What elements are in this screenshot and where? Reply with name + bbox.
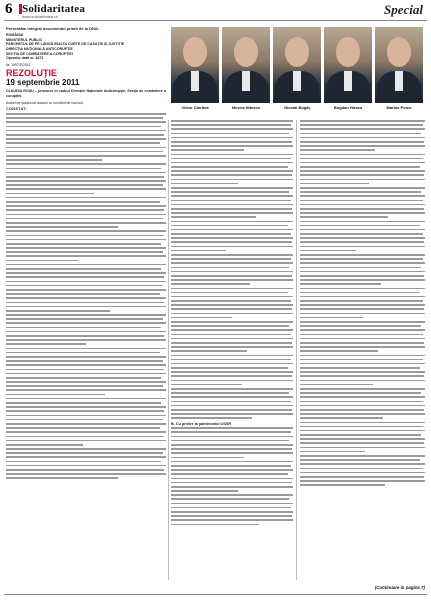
column-middle	[171, 120, 293, 528]
section-label: Special	[384, 2, 423, 17]
photo-bogdan-hossu	[324, 27, 372, 103]
address-line: PARCHETUL DE PE LÂNGĂ ÎNALTA CURTE DE CASAȚIE ȘI JUSTIȚIE	[6, 42, 125, 47]
photo-caption: Nicolai Bogăţ	[284, 105, 310, 110]
photo-mircea-nitescu	[222, 27, 270, 103]
photo-nicolai-bogat	[273, 27, 321, 103]
publication-title: Solidaritatea	[22, 3, 86, 15]
body-text-block	[6, 113, 166, 479]
page-header	[0, 0, 431, 22]
photo-caption: Mircea Nitescu	[231, 105, 261, 110]
address-line: DIRECȚIA NAȚIONALĂ ANTICORUPȚIE	[6, 46, 73, 51]
prosecutor-line: CLAUDIA ROȘU – procuror în cadrul Direcției Naționale Anticorupție, Secția de combatere a corupției,	[6, 89, 166, 98]
address-line: Operativ dată nr. 4472	[6, 56, 44, 61]
section-heading-b: B. Cu privire la patrimoniul USSR	[171, 421, 232, 426]
footer-divider	[4, 594, 427, 595]
photo-marius-petcu	[375, 27, 423, 103]
column-left	[6, 26, 166, 482]
address-line: MINISTERUL PUBLIC	[6, 37, 43, 42]
column-divider	[168, 120, 169, 580]
publication-logo	[22, 3, 85, 19]
photo-strip	[171, 27, 426, 117]
continuation-note[interactable]: (Continuare în pagina 7)	[374, 585, 425, 590]
file-number: Nr. 1597/P/2011	[6, 62, 31, 67]
constat-heading: CONSTAT:	[6, 106, 28, 111]
body-text-block	[171, 120, 293, 419]
column-divider	[296, 120, 297, 580]
intro-title: Prezentăm integral documentul primit de la DNA:	[6, 26, 100, 31]
photo-caption: Victor Ciorbea	[181, 105, 209, 110]
photo-caption: Bogdan Hossu	[333, 105, 363, 110]
body-text-block	[300, 120, 425, 486]
page-number: 6	[5, 1, 13, 17]
logo-mark-icon	[19, 4, 22, 14]
photo-caption: Marius Petcu	[386, 105, 412, 110]
photo-victor-ciorbea	[171, 27, 219, 103]
column-right	[300, 120, 425, 489]
headline-rezolutie: REZOLUȚIE	[6, 68, 57, 79]
publication-url: www.solidaritatea.ro	[22, 14, 58, 19]
body-text-block	[171, 427, 293, 525]
address-line: SECȚIA DE COMBATERE A CORUPȚIEI	[6, 51, 73, 56]
examined-line: Având de soluționat dosarul cu numărul de mai sus,	[6, 100, 84, 105]
address-line: ROMÂNIA	[6, 33, 24, 38]
headline-date: 19 septembrie 2011	[6, 78, 80, 88]
header-divider	[4, 20, 427, 21]
